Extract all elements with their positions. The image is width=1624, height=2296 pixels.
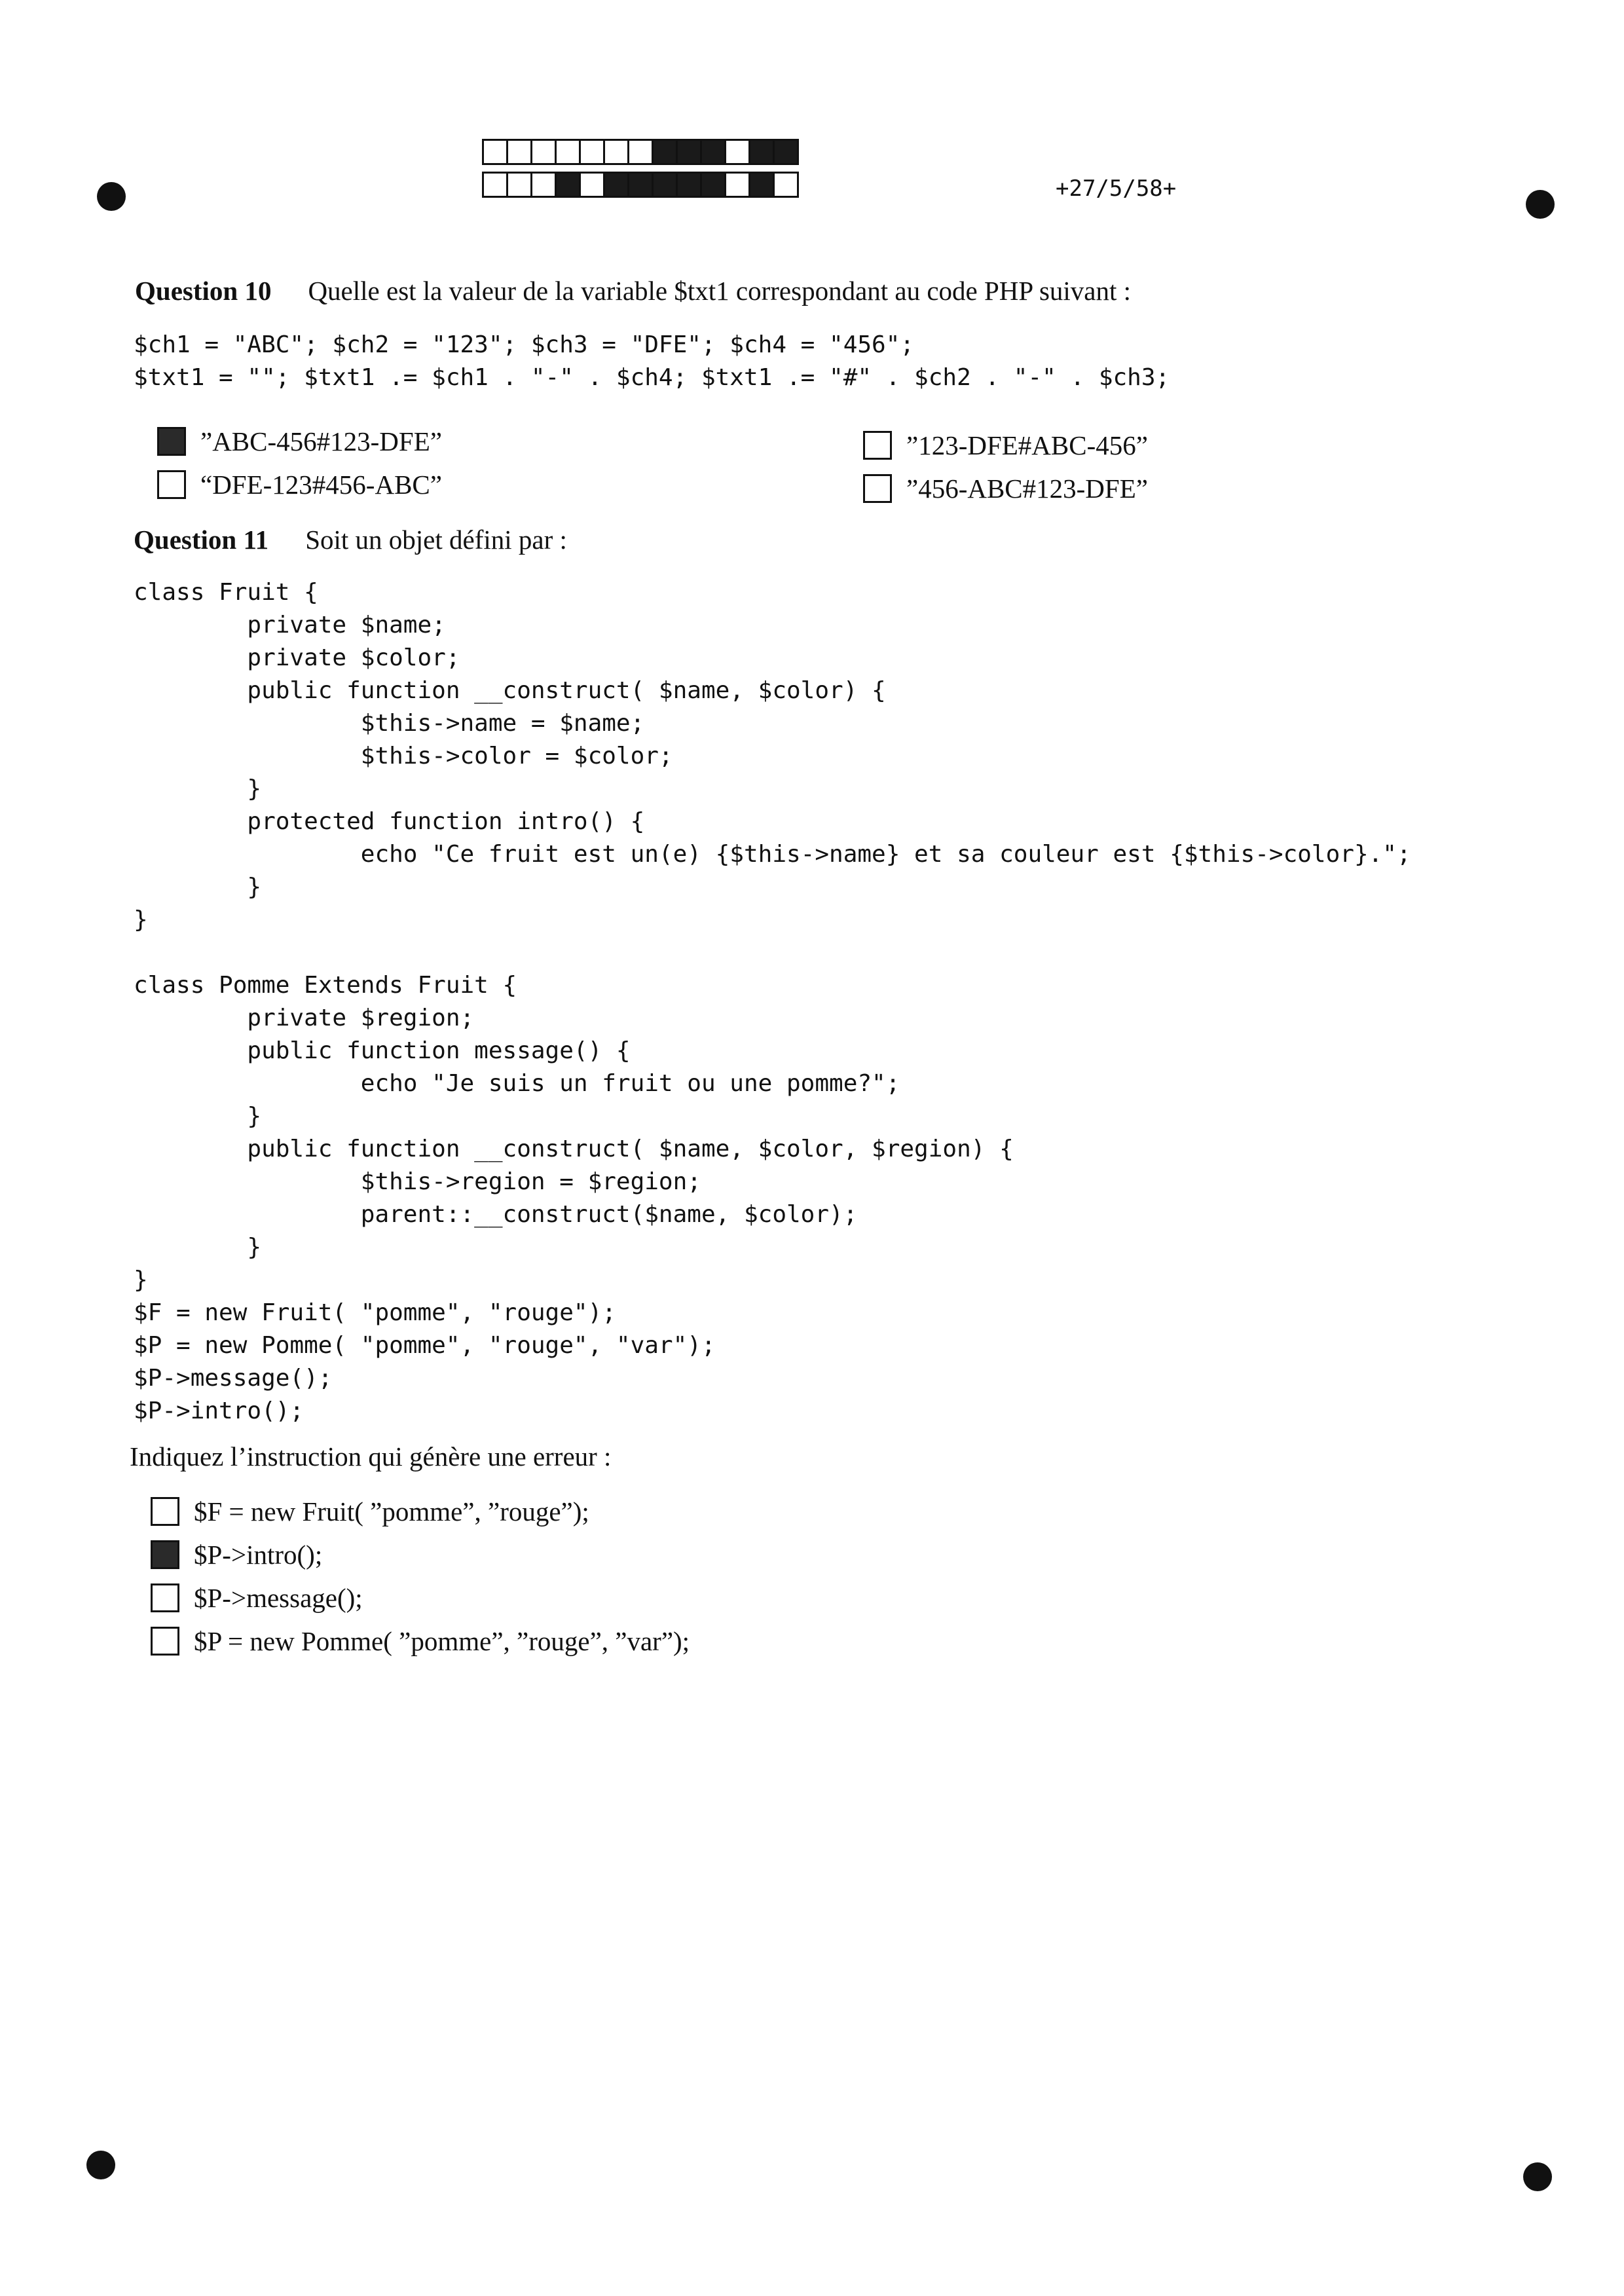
checkbox[interactable] [863,431,892,460]
question-prompt: Quelle est la valeur de la variable $txt1 correspondant au code PHP suivant : [308,276,1132,306]
barcode-cell [506,172,532,198]
answer-option[interactable] [151,1625,690,1657]
answer-option[interactable] [157,469,442,500]
barcode-cell [652,172,678,198]
option-label: $P->message(); [194,1583,363,1613]
barcode-cell [724,139,750,165]
barcode-cell [724,172,750,198]
barcode-cell [748,172,775,198]
barcode-cell [773,172,799,198]
barcode-cell [555,172,581,198]
question-11-code: class Fruit { private $name; private $color; public function __construct( $name, $color) { $this->name = $name; $this->color = $color; } protected function intro() { echo "Ce fruit est un(e) {$this->name} et sa couleur est {$this->color}."; } } class Pomme Extends Fruit { private $region; public function message() { echo "Je suis un fruit ou une pomme?"; } public function __construct( $name, $color, $region) { $this->region = $region; parent::__construct($name, $color); } } $F = new Fruit( "pomme", "rouge"); $P = new Pomme( "pomme", "rouge", "var"); $P->message(); $P->intro(); [134,579,1411,1424]
checkbox[interactable] [151,1627,179,1656]
registration-mark-bottom-left [86,2151,115,2179]
question-11-header [134,524,567,555]
barcode-cell [603,172,629,198]
question-number: Question 11 [134,525,269,555]
option-label: “DFE-123#456-ABC” [200,470,442,500]
option-label: $P = new Pomme( ”pomme”, ”rouge”, ”var”); [194,1626,690,1656]
option-label: ”ABC-456#123-DFE” [200,426,442,456]
registration-mark-bottom-right [1523,2162,1552,2191]
barcode-cell [530,172,557,198]
checkbox[interactable] [151,1497,179,1526]
option-label: $F = new Fruit( ”pomme”, ”rouge”); [194,1496,589,1527]
barcode-cell [676,172,702,198]
barcode-cell [579,139,605,165]
barcode-cell [530,139,557,165]
barcode-cell [773,139,799,165]
page-id: +27/5/58+ [1056,176,1177,202]
barcode-cell [700,139,726,165]
barcode-cell [482,172,508,198]
question-number: Question 10 [135,276,272,306]
barcode-cell [482,139,508,165]
registration-mark-top-left [97,182,126,211]
barcode-cell [627,172,654,198]
barcode-cell [700,172,726,198]
checkbox[interactable] [157,470,186,499]
barcode-top-row [482,139,797,165]
question-prompt: Soit un objet défini par : [305,525,567,555]
checkbox[interactable] [863,474,892,503]
barcode-cell [748,139,775,165]
option-label: ”123-DFE#ABC-456” [906,430,1148,460]
option-label: ”456-ABC#123-DFE” [906,473,1148,504]
answer-option[interactable] [151,1539,322,1570]
answer-option[interactable] [151,1496,589,1527]
barcode-bottom-row [482,172,797,198]
answer-option[interactable] [151,1582,363,1614]
barcode-cell [506,139,532,165]
checkbox[interactable] [151,1540,179,1569]
checkbox[interactable] [157,427,186,456]
question-10-code: $ch1 = "ABC"; $ch2 = "123"; $ch3 = "DFE"; $ch4 = "456"; $txt1 = ""; $txt1 .= $ch1 . "-" . $ch4; $txt1 .= "#" . $ch2 . "-" . $ch3; [134,331,1170,391]
answer-option[interactable] [157,426,442,457]
answer-option[interactable] [863,473,1148,504]
option-label: $P->intro(); [194,1540,323,1570]
registration-mark-top-right [1526,190,1555,219]
question-10-header [135,275,1131,306]
barcode-cell [676,139,702,165]
question-11-instruction: Indiquez l’instruction qui génère une erreur : [130,1441,612,1472]
checkbox[interactable] [151,1583,179,1612]
barcode-cell [627,139,654,165]
barcode-cell [579,172,605,198]
barcode-cell [603,139,629,165]
answer-option[interactable] [863,430,1148,461]
barcode-cell [555,139,581,165]
barcode-cell [652,139,678,165]
